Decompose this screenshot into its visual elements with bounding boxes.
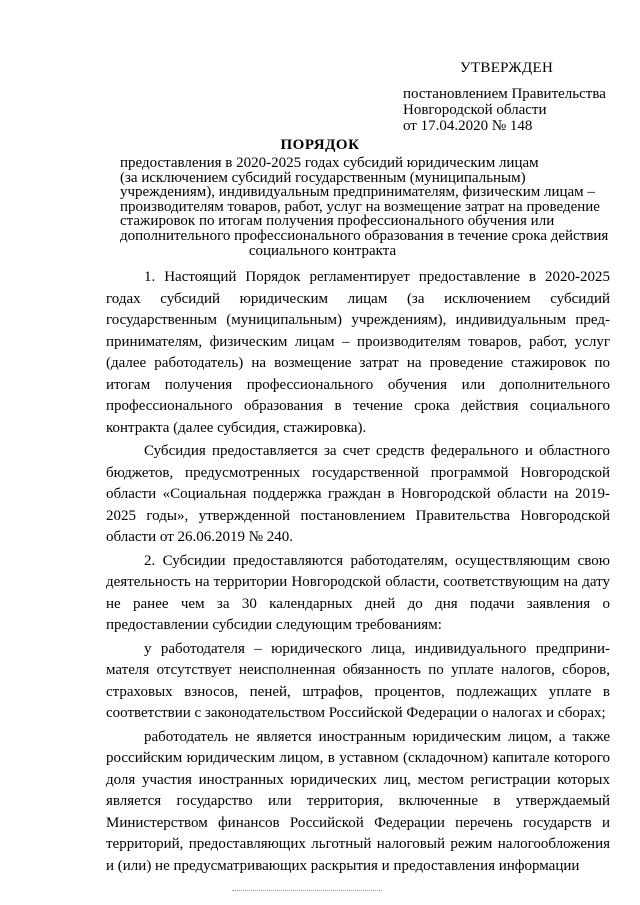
subtitle-line: (за исключением субсидий государственным (муниципальным) — [120, 169, 526, 186]
body-paragraph: работодатель не является иностранным юридическим лицом, а также российским юридическим лицом, в уставном (складочном) капитале которого доля участия иностранных юридических лиц, местом регистрации которых является государство или территория, включенные в утверждаемый Министерством финансов Российской Федерации перечень государств и территорий, предоставляющих льготный налоговый режим налогообложения и (или) не предусматривающих раскрытия и предоставления информации — [106, 728, 610, 874]
subtitle-line: учреждениям), индивидуальным предпринимателям, физическим лицам – — [120, 184, 595, 201]
approval-stamp: УТВЕРЖДЕН — [460, 60, 554, 76]
subtitle-line: стажировок по итогам получения профессионального обучения или — [120, 213, 555, 230]
approval-line: постановлением Правительства — [403, 86, 606, 102]
subtitle-line: производителям товаров, работ, услуг на возмещение затрат на проведение — [120, 198, 600, 215]
body-paragraph: 2. Субсидии предоставляются работодателям, осуществляющим свою деятельность на территории Новгородской области, соответствующим на дату не ранее чем за 30 календарных дней до дня подачи заявления о предоставлении субсидии следующим требованиям: — [106, 552, 610, 633]
document-subtitle — [120, 155, 609, 259]
document-title: ПОРЯДОК — [280, 137, 360, 153]
body-paragraph: у работодателя – юридического лица, индивидуального предпринимателя отсутствует неисполненная обязанность по уплате налогов, сборов, страховых взносов, пеней, штрафов, процентов, подлежащих уплате в соответствии с законодательством Российской Федерации о налогах и сборах; — [106, 640, 610, 721]
subtitle-line: социального контракта — [248, 242, 397, 259]
approval-line: от 17.04.2020 № 148 — [403, 118, 533, 134]
document-body — [106, 267, 610, 879]
subtitle-line: предоставления в 2020-2025 годах субсидий юридическим лицам — [120, 155, 539, 171]
approval-line: Новгородской области — [403, 102, 547, 118]
subtitle-line: дополнительного профессионального образования в течение срока действия — [120, 227, 609, 244]
body-paragraph: Субсидия предоставляется за счет средств федерального и областного бюджетов, предусмотренных государственной программой Новгородской области «Социальная поддержка граждан в Новгородской области на 2019-2025 годы», утвержденной постановлением Правительства Новгородской области от 26.06.2019 № 240. — [106, 443, 610, 545]
scan-footer-mark — [232, 890, 382, 894]
body-paragraph: 1. Настоящий Порядок регламентирует предоставление в 2020-2025 годах субсидий юридическим лицам (за исключением субсидий государственным (муниципальным) учреждениям), индивидуальным предпринимателям, физическим лицам – производителям товаров, работ, услуг (далее работодатель) на возмещение затрат на проведение стажировок по итогам получения профессионального обучения или дополнительного профессионального образования в течение срока действия социального контракта (далее субсидия, стажировка). — [106, 269, 610, 436]
approval-block — [403, 60, 633, 134]
